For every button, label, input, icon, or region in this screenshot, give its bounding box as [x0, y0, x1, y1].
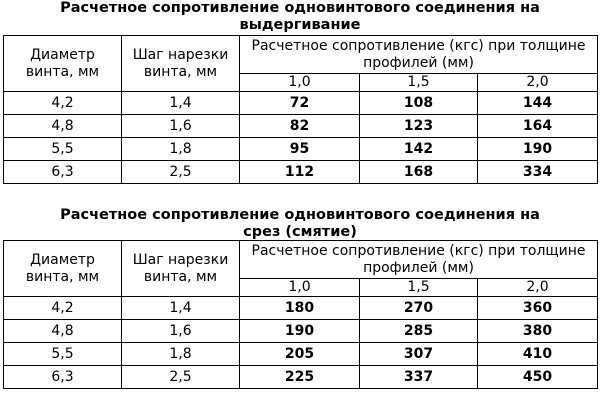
shear-resistance-table — [3, 240, 598, 389]
cell-diameter: 5,5 — [4, 138, 122, 161]
cell-value: 410 — [478, 343, 598, 366]
header-pitch: Шаг нарезки винта, мм — [122, 36, 240, 92]
header-pitch: Шаг нарезки винта, мм — [122, 241, 240, 297]
header-thickness: 1,0 — [240, 74, 360, 92]
header-thickness: 1,5 — [360, 74, 478, 92]
cell-diameter: 5,5 — [4, 343, 122, 366]
cell-pitch: 1,6 — [122, 115, 240, 138]
cell-value: 168 — [360, 161, 478, 184]
cell-diameter: 6,3 — [4, 366, 122, 389]
header-thickness: 1,5 — [360, 279, 478, 297]
header-diameter: Диаметр винта, мм — [4, 241, 122, 297]
header-resistance: Расчетное сопротивление (кгс) при толщине профилей (мм) — [240, 241, 598, 279]
table-row — [4, 115, 598, 138]
cell-value: 270 — [360, 297, 478, 320]
cell-value: 380 — [478, 320, 598, 343]
table-row — [4, 138, 598, 161]
cell-value: 142 — [360, 138, 478, 161]
cell-value: 95 — [240, 138, 360, 161]
cell-value: 72 — [240, 92, 360, 115]
header-diameter: Диаметр винта, мм — [4, 36, 122, 92]
cell-pitch: 1,6 — [122, 320, 240, 343]
cell-pitch: 1,4 — [122, 297, 240, 320]
table-row — [4, 343, 598, 366]
table-row — [4, 320, 598, 343]
cell-value: 285 — [360, 320, 478, 343]
cell-pitch: 1,8 — [122, 138, 240, 161]
cell-value: 108 — [360, 92, 478, 115]
cell-pitch: 1,4 — [122, 92, 240, 115]
cell-value: 205 — [240, 343, 360, 366]
cell-value: 334 — [478, 161, 598, 184]
cell-pitch: 2,5 — [122, 366, 240, 389]
table-row — [4, 297, 598, 320]
cell-value: 164 — [478, 115, 598, 138]
cell-value: 144 — [478, 92, 598, 115]
cell-value: 123 — [360, 115, 478, 138]
header-thickness: 2,0 — [478, 279, 598, 297]
cell-diameter: 6,3 — [4, 161, 122, 184]
cell-value: 360 — [478, 297, 598, 320]
cell-value: 307 — [360, 343, 478, 366]
cell-diameter: 4,8 — [4, 320, 122, 343]
cell-value: 112 — [240, 161, 360, 184]
cell-diameter: 4,8 — [4, 115, 122, 138]
cell-value: 82 — [240, 115, 360, 138]
cell-pitch: 2,5 — [122, 161, 240, 184]
cell-value: 337 — [360, 366, 478, 389]
cell-pitch: 1,8 — [122, 343, 240, 366]
table-title: Расчетное сопротивление одновинтового соединения на срез (смятие) — [60, 207, 540, 240]
header-thickness: 2,0 — [478, 74, 598, 92]
table-row — [4, 366, 598, 389]
cell-diameter: 4,2 — [4, 297, 122, 320]
table-title: Расчетное сопротивление одновинтового соединения на выдергивание — [60, 0, 540, 33]
cell-value: 190 — [478, 138, 598, 161]
cell-value: 450 — [478, 366, 598, 389]
cell-value: 190 — [240, 320, 360, 343]
table-row — [4, 161, 598, 184]
header-resistance: Расчетное сопротивление (кгс) при толщине профилей (мм) — [240, 36, 598, 74]
cell-value: 180 — [240, 297, 360, 320]
pullout-resistance-table — [3, 35, 598, 184]
header-thickness: 1,0 — [240, 279, 360, 297]
cell-value: 225 — [240, 366, 360, 389]
table-row — [4, 92, 598, 115]
cell-diameter: 4,2 — [4, 92, 122, 115]
